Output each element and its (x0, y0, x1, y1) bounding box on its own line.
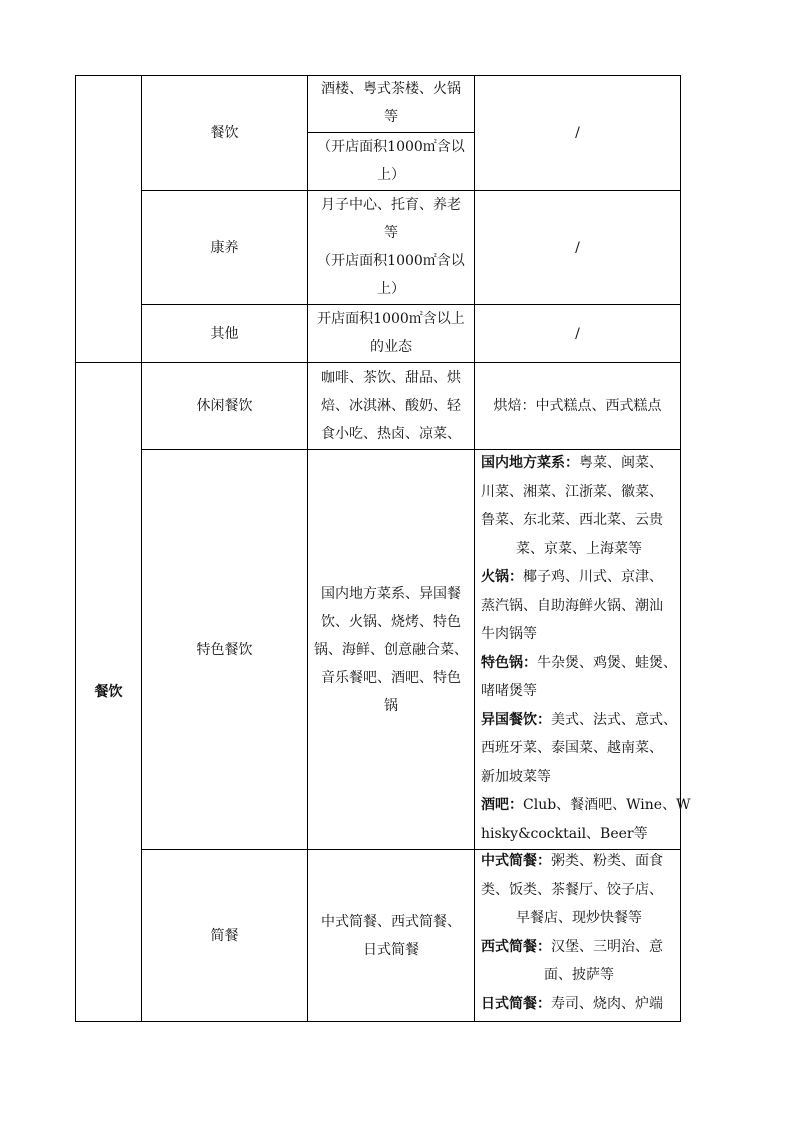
row4-note: 烘焙：中式糕点、西式糕点 (493, 398, 662, 414)
row2-note: / (575, 239, 580, 256)
note-line: 西式简餐：汉堡、三明治、意 (481, 938, 663, 955)
note-line: 鲁菜、东北菜、西北菜、云贵 (481, 512, 663, 528)
row3-note: / (575, 325, 580, 342)
note-line: hisky&cocktail、Beer等 (481, 825, 648, 842)
row1-subcategory: 餐饮 (210, 125, 239, 141)
row1-note: / (575, 125, 580, 141)
note-line: 酒吧：Club、餐酒吧、Wine、W (481, 797, 691, 813)
row3-desc: 开店面积1000㎡含以上 的业态 (317, 311, 465, 355)
row5-subcategory: 特色餐饮 (196, 641, 253, 658)
row2-subcategory: 康养 (210, 239, 239, 256)
note-line: 异国餐饮：美式、法式、意式、 (481, 711, 677, 728)
row5-notes (481, 449, 691, 848)
note-line: 国内地方菜系：粤菜、闽菜、 (481, 455, 663, 471)
category-label: 餐饮 (94, 684, 123, 700)
row6-subcategory: 简餐 (210, 927, 239, 944)
row4-desc: 咖啡、茶饮、甜品、烘 焙、冰淇淋、酸奶、轻 食小吃、热卤、凉菜、 (321, 370, 461, 442)
table-border-right (680, 75, 681, 1022)
note-line: 啫啫煲等 (481, 683, 537, 699)
row1-desc-b: （开店面积1000㎡含以 上） (317, 139, 465, 183)
note-line: 面、披萨等 (544, 967, 614, 983)
note-line: 蒸汽锅、自助海鲜火锅、潮汕 (481, 597, 663, 614)
row6-desc: 中式简餐、西式简餐、 日式简餐 (321, 913, 461, 958)
row3-subcategory: 其他 (210, 325, 239, 342)
note-line: 火锅：椰子鸡、川式、京津、 (481, 569, 663, 585)
note-line: 牛肉锅等 (481, 626, 537, 642)
row5-desc: 国内地方菜系、异国餐 饮、火锅、烧烤、特色 锅、海鲜、创意融合菜、 音乐餐吧、酒吧、特色 锅 (314, 585, 468, 714)
note-line: 日式简餐：寿司、烧肉、炉端 (481, 995, 663, 1012)
row2-desc: 月子中心、托育、养老 等 （开店面积1000㎡含以 上） (317, 197, 465, 297)
note-line: 类、饭类、茶餐厅、饺子店、 (481, 881, 663, 898)
note-line: 早餐店、现炒快餐等 (516, 910, 642, 926)
row1-desc-a: 酒楼、粤式茶楼、火锅 等 (321, 81, 461, 125)
note-line: 新加坡菜等 (481, 768, 551, 785)
row6-notes (481, 847, 677, 1018)
note-line: 西班牙菜、泰国菜、越南菜、 (481, 740, 663, 756)
row4-subcategory: 休闲餐饮 (196, 398, 253, 414)
note-line: 中式简餐：粥类、粉类、面食 (481, 853, 663, 869)
table-border-bottom (75, 1021, 681, 1022)
note-line: 特色锅：牛杂煲、鸡煲、蛙煲、 (481, 654, 677, 671)
note-line: 菜、京菜、上海菜等 (516, 540, 642, 557)
note-line: 川菜、湘菜、江浙菜、徽菜、 (481, 483, 663, 500)
